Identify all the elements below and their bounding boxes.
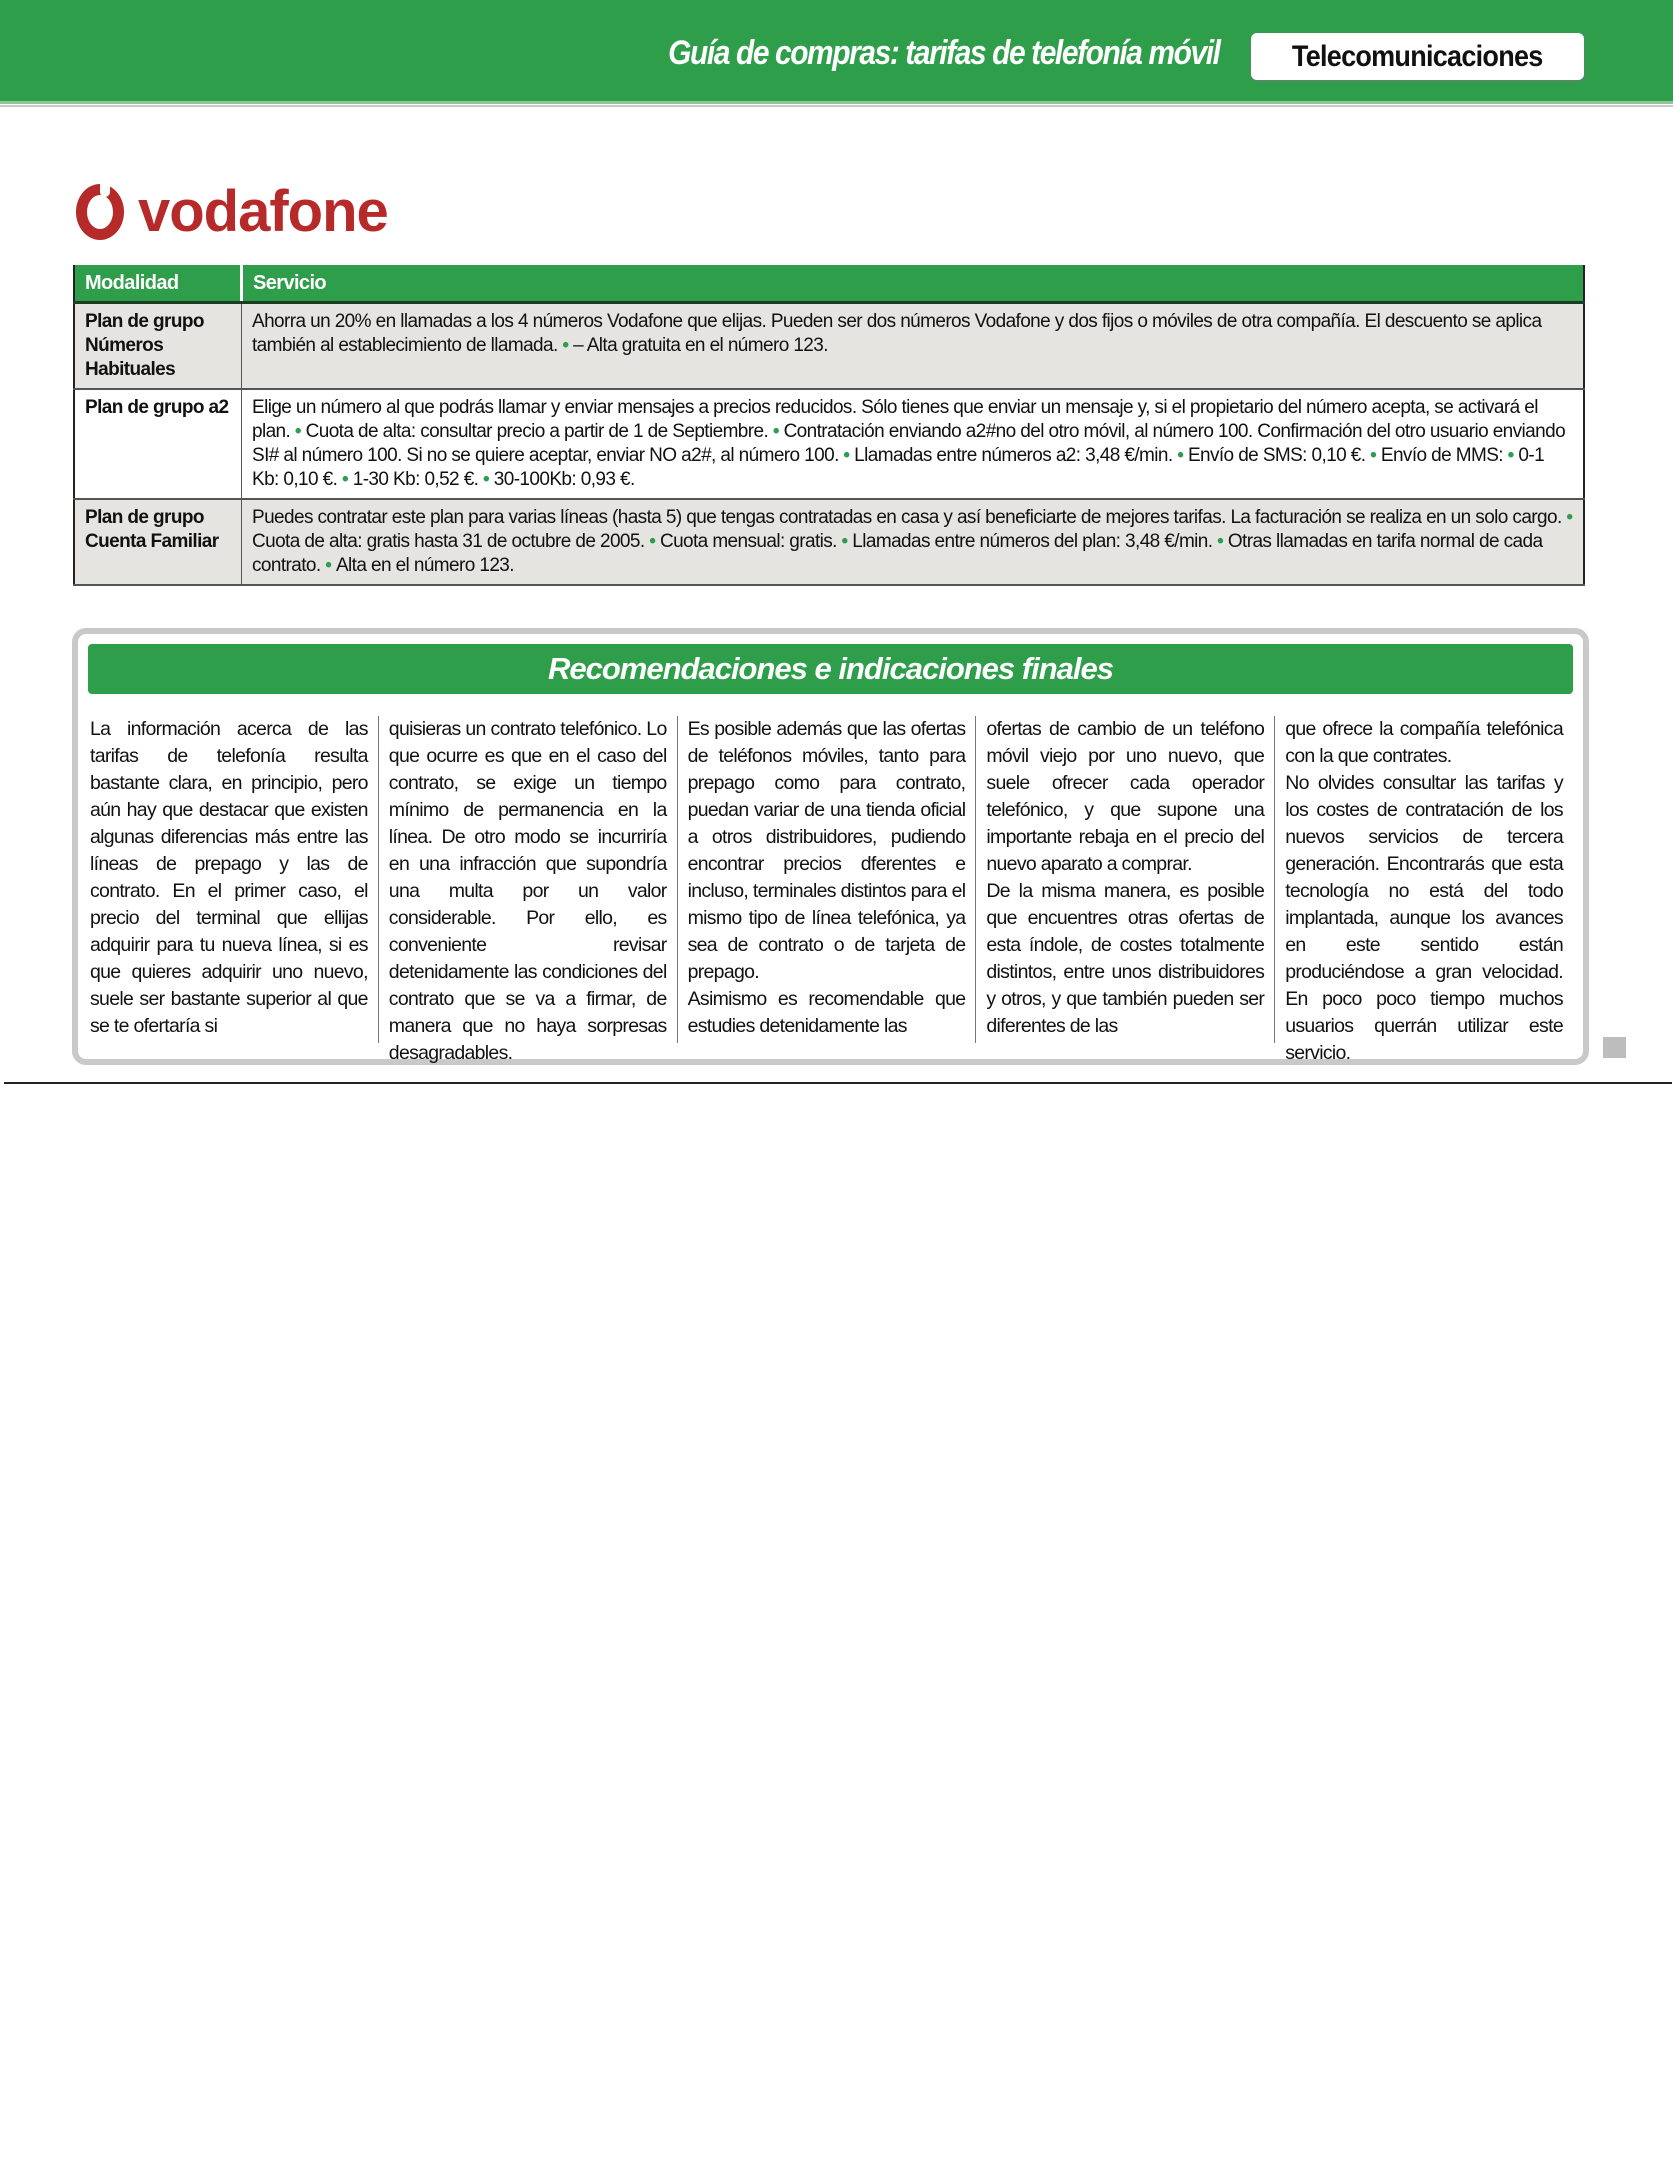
column-header-modalidad: Modalidad bbox=[74, 265, 242, 303]
table-header-row bbox=[74, 265, 1584, 303]
modalidad-cell: Plan de grupo Números Habituales bbox=[74, 303, 242, 390]
bullet-icon: • bbox=[557, 335, 574, 356]
bottom-divider bbox=[4, 1082, 1672, 1084]
vodafone-logo bbox=[76, 178, 388, 245]
servicio-item: Ahorra un 20% en llamadas a los 4 números Vodafone que elijas. Pueden ser dos números Vodafone y dos fijos o móviles de otra compañía. El descuento se aplica también al establecimiento de llamada. bbox=[252, 311, 1542, 356]
servicio-item: Envío de MMS: bbox=[1380, 445, 1503, 466]
servicio-cell bbox=[242, 389, 1585, 499]
bullet-icon: • bbox=[1172, 445, 1188, 466]
servicio-item: 1-30 Kb: 0,52 €. bbox=[352, 469, 479, 490]
text-column bbox=[90, 716, 378, 1043]
bullet-icon: • bbox=[1365, 445, 1381, 466]
paragraph: ofertas de cambio de un teléfono móvil viejo por uno nuevo, que suele ofrecer cada operador telefónico, y que supone una importante rebaja en el precio del nuevo aparato a comprar. bbox=[986, 718, 1265, 875]
servicio-item: Cuota de alta: gratis hasta 31 de octubre de 2005. bbox=[252, 531, 645, 552]
section-tag bbox=[1251, 33, 1584, 80]
servicio-item: 0-1 Kb: 0,10 €. bbox=[252, 445, 1545, 490]
bullet-icon: • bbox=[1502, 445, 1519, 466]
recommendations-columns bbox=[90, 716, 1573, 1064]
table-row bbox=[74, 303, 1584, 390]
paragraph: Asimismo es recomendable que estudies detenidamente las bbox=[687, 988, 966, 1037]
servicio-item: 30-100Kb: 0,93 €. bbox=[493, 469, 635, 490]
bullet-icon: • bbox=[1561, 507, 1573, 528]
servicio-item: Llamadas entre números a2: 3,48 €/min. bbox=[854, 445, 1173, 466]
bullet-icon: • bbox=[768, 421, 784, 442]
paragraph: que ofrece la compañía telefónica con la que contrates. bbox=[1285, 718, 1563, 767]
servicio-item: – Alta gratuita en el número 123. bbox=[573, 335, 828, 356]
servicio-cell bbox=[242, 303, 1585, 390]
paragraph: quisieras un contrato telefónico. Lo que ocurre es que en el caso del contrato, se exige un tiempo mínimo de permanencia en la línea. De otro modo se incurriría en una infracción que supondría una multa por un valor considerable. Por ello, es conveniente revisar detenidamente las condiciones del contrato que se va a firmar, de manera que no haya sorpresas desagradables. bbox=[388, 718, 667, 1064]
servicio-item: Otras llamadas en tarifa normal de cada contrato. bbox=[252, 531, 1543, 576]
bullet-icon: • bbox=[838, 445, 855, 466]
column-header-servicio: Servicio bbox=[242, 265, 1585, 303]
servicio-item: Envío de SMS: 0,10 €. bbox=[1187, 445, 1366, 466]
servicio-item: Elige un número al que podrás llamar y enviar mensajes a precios reducidos. Sólo tienes que enviar un mensaje y, si el propietario del número acepta, se activará el plan. bbox=[252, 397, 1538, 442]
text-column bbox=[1274, 716, 1573, 1064]
servicio-item: Llamadas entre números del plan: 3,48 €/min. bbox=[852, 531, 1213, 552]
servicio-item: Cuota mensual: gratis. bbox=[659, 531, 837, 552]
section-tag-label: Telecomunicaciones bbox=[1292, 39, 1543, 73]
servicio-item: Cuota de alta: consultar precio a partir de 1 de Septiembre. bbox=[305, 421, 769, 442]
servicio-cell bbox=[242, 499, 1585, 585]
vodafone-logo-icon bbox=[76, 184, 124, 240]
text-column bbox=[378, 716, 677, 1064]
bullet-icon: • bbox=[478, 469, 494, 490]
servicio-item: Puedes contratar este plan para varias líneas (hasta 5) que tengas contratadas en casa y así beneficiarte de mejores tarifas. La facturación se realiza en un solo cargo. bbox=[252, 507, 1562, 528]
servicio-item: Alta en el número 123. bbox=[335, 555, 514, 576]
recommendations-title: Recomendaciones e indicaciones finales bbox=[88, 644, 1573, 694]
modalidad-cell: Plan de grupo a2 bbox=[74, 389, 242, 499]
bullet-icon: • bbox=[836, 531, 853, 552]
bullet-icon: • bbox=[1212, 531, 1228, 552]
paragraph: No olvides consultar las tarifas y los costes de contratación de los nuevos servicios de tercera generación. Encontrarás que esta tecnología no está del todo implantada, aunque los avances en este sentido están produciéndose a gran velocidad. En poco poco tiempo muchos usuarios querrán utilizar este servicio. bbox=[1285, 772, 1563, 1064]
plans-table bbox=[73, 265, 1585, 586]
table-row bbox=[74, 499, 1584, 585]
modalidad-cell: Plan de grupo Cuenta Familiar bbox=[74, 499, 242, 585]
bullet-icon: • bbox=[320, 555, 336, 576]
paragraph: De la misma manera, es posible que encuentres otras ofertas de esta índole, de costes totalmente distintos, entre unos distribuidores y otros, y que también pueden ser diferentes de las bbox=[986, 880, 1265, 1037]
bullet-icon: • bbox=[337, 469, 353, 490]
text-column bbox=[677, 716, 976, 1043]
servicio-item: Contratación enviando a2#no del otro móvil, al número 100. Confirmación del otro usuario enviando SI# al número 100. Si no se quiere aceptar, enviar NO a2#, al número 100. bbox=[252, 421, 1566, 466]
table-row bbox=[74, 389, 1584, 499]
logo-text: vodafone bbox=[138, 179, 388, 244]
paragraph: La información acerca de las tarifas de telefonía resulta bastante clara, en principio, pero aún hay que destacar que existen algunas diferencias más entre las líneas de prepago y las de contrato. En el primer caso, el precio del terminal que ellijas adquirir para tu nueva línea, si es que quieres adquirir uno nuevo, suele ser bastante superior al que se te ofertaría si bbox=[90, 718, 368, 1037]
bullet-icon: • bbox=[644, 531, 660, 552]
text-column bbox=[975, 716, 1274, 1043]
recommendations-box bbox=[72, 628, 1589, 1065]
page-title: Guía de compras: tarifas de telefonía móvil bbox=[668, 34, 1220, 72]
paragraph: Es posible además que las ofertas de teléfonos móviles, tanto para prepago como para contrato, puedan variar de una tienda oficial a otros distribuidores, pudiendo encontrar precios dferentes e incluso, terminales distintos para el mismo tipo de línea telefónica, ya sea de contrato o de tarjeta de prepago. bbox=[687, 718, 966, 983]
bullet-icon: • bbox=[290, 421, 306, 442]
end-of-article-square-icon bbox=[1603, 1037, 1626, 1058]
header-bar bbox=[0, 0, 1673, 104]
